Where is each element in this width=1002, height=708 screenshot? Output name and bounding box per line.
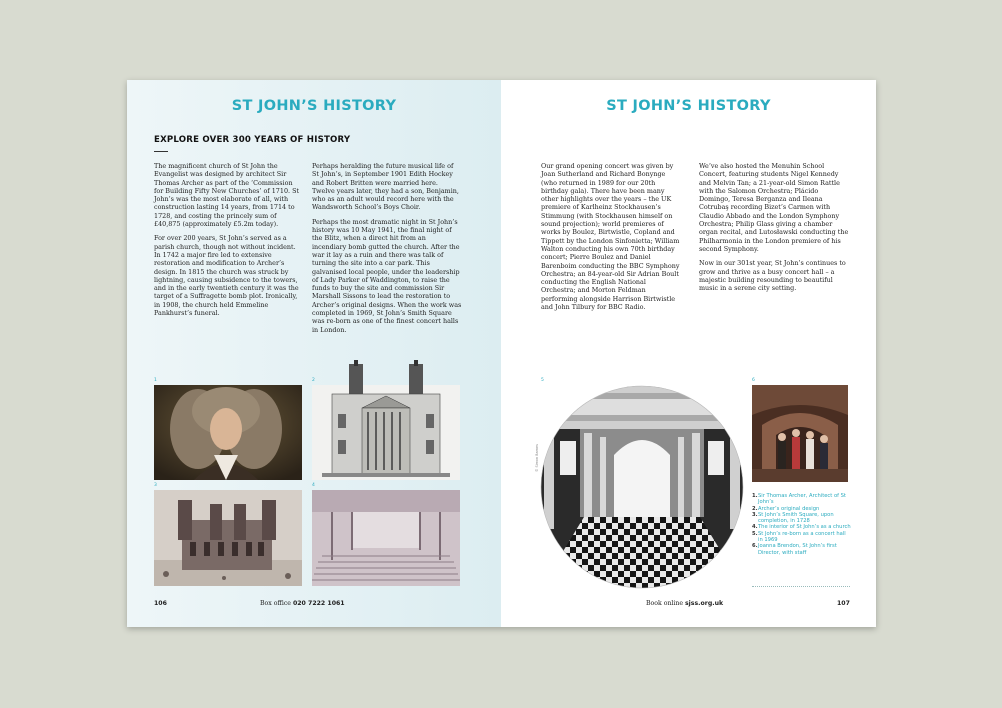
caption-number: 5. (752, 530, 758, 537)
staff-photo-image (752, 385, 848, 482)
caption-text: Sir Thomas Archer, Architect of St John’s (758, 493, 846, 506)
photo-credit: © Simon Barnes (535, 444, 539, 472)
figure-number: 4 (312, 483, 315, 488)
paragraph: The magnificent church of St John the Evangelist was designed by architect Sir Thomas Archer as part of the ‘Commission for Building Fifty New Churches’ of 1710. St John’s was the most elaborate of all, with construction lasting 14 years, from 1714 to 1728, and costing the princely sum of £40,875 (approximately £5.2m today). (154, 162, 300, 229)
figure-captions (752, 493, 852, 556)
right-column-2 (699, 162, 849, 298)
left-page-title: ST JOHN’S HISTORY (231, 98, 397, 114)
figure-number: 2 (312, 378, 315, 383)
caption-item (752, 493, 852, 506)
page-number: 106 (154, 600, 167, 607)
right-page-title: ST JOHN’S HISTORY (606, 98, 771, 114)
church-engraving-image (154, 490, 302, 586)
paragraph: Perhaps the most dramatic night in St John’s history was 10 May 1941, the final night of the Blitz, when a direct hit from an incendiary bomb gutted the church. After the war it lay as a ruin and there was talk of turning the site into a car park. This galvanised local people, under the leadership of Lady Parker of Waddington, to raise the funds to buy the site and commission Sir Marshall Sissons to lead the restoration to Archer’s original designs. When the work was completed in 1969, St John’s Smith Square was re-born as one of the finest concert halls in London. (312, 217, 462, 334)
paragraph: We’ve also hosted the Menuhin School Concert, featuring students Nigel Kennedy and Melvin Tan; a 21-year-old Simon Rattle with the Salomon Orchestra; Plácido Domingo, Teresa Berganza and Ileana Cotrubaş recording Bizet’s Carmen with Claudio Abbado and the London Symphony Orchestra; Philip Glass giving a chamber organ recital, and Lutosławski conducting the Philharmonia in the London premiere of his second Symphony. (699, 162, 849, 253)
caption-number: 6. (752, 543, 758, 550)
subtitle-rule (154, 151, 168, 152)
footer-label: Box office (260, 600, 291, 607)
church-interior-image (312, 490, 460, 586)
concert-hall-interior-image (540, 385, 744, 589)
figure-number: 5 (541, 378, 544, 383)
left-column-1 (154, 162, 299, 323)
page-number: 107 (837, 600, 850, 607)
footer-label: Book online (646, 600, 684, 607)
caption-item (752, 543, 852, 556)
elevation-drawing-image (312, 360, 460, 480)
caption-number: 2. (752, 505, 758, 512)
box-office-footer (260, 600, 345, 607)
paragraph: Our grand opening concert was given by Joan Sutherland and Richard Bonynge (who returned in 1989 for our 20th birthday gala). There have been many other highlights over the years – the UK premiere of Karlheinz Stockhausen’s Stimmung (with Stockhausen himself on sound projection); world premieres of works by Boulez, Birtwistle, Copland and Tippett by the London Sinfonietta; William Walton conducting his own 70th birthday concert; Pierre Boulez and Daniel Barenboim conducting the BBC Symphony Orchestra; an 84-year-old Sir Adrian Boult conducting the English National Orchestra; and Morton Feldman performing alongside Harrison Birtwistle and John Tilbury for BBC Radio. (541, 162, 680, 312)
paragraph: Perhaps heralding the future musical life of St John’s, in September 1901 Edith Hockey and Robert Britten were married here. Twelve years later, they had a son, Benjamin, who as an adult would record here with the Wandsworth School’s Boys Choir. (312, 162, 459, 212)
caption-text: Joanna Brendon, St John’s first Director, with staff (758, 543, 837, 556)
section-subtitle: EXPLORE OVER 300 YEARS OF HISTORY (154, 135, 351, 145)
figure-number: 3 (154, 483, 157, 488)
caption-item (752, 531, 852, 544)
caption-text: Archer’s original design (758, 505, 820, 512)
caption-text: The interior of St John’s as a church (758, 524, 851, 531)
portrait-image (154, 385, 302, 480)
caption-text: St John’s Smith Square, upon completion, in 1728 (758, 511, 834, 525)
caption-number: 3. (752, 511, 758, 518)
website-link[interactable]: sjss.org.uk (685, 600, 724, 607)
caption-number: 1. (752, 493, 758, 499)
figure-number: 1 (154, 378, 157, 383)
caption-divider (752, 586, 850, 587)
book-online-footer (646, 600, 723, 607)
right-page (501, 80, 876, 627)
left-column-2 (312, 162, 462, 340)
caption-number: 4. (752, 524, 758, 531)
left-page (127, 80, 501, 627)
caption-text: St John’s re-born as a concert hall in 1969 (758, 530, 846, 544)
paragraph: For over 200 years, St John’s served as a parish church, though not without incident. In 1742 a major fire led to extensive restoration and modification to Archer’s design. In 1815 the church was struck by lightning, causing subsidence to the towers, and in the early twentieth century it was the target of a Suffragette bomb plot. Ironically, in 1908, the church held Emmeline Pankhurst’s funeral. (154, 234, 299, 318)
figure-number: 6 (752, 378, 755, 383)
caption-item (752, 512, 852, 525)
brochure-spread (127, 80, 876, 627)
box-office-phone: 020 7222 1061 (292, 600, 345, 607)
paragraph: Now in our 301st year, St John’s continues to grow and thrive as a busy concert hall – a majestic building resounding to beautiful music in a serene city setting. (699, 259, 846, 293)
right-column-1 (541, 162, 681, 317)
